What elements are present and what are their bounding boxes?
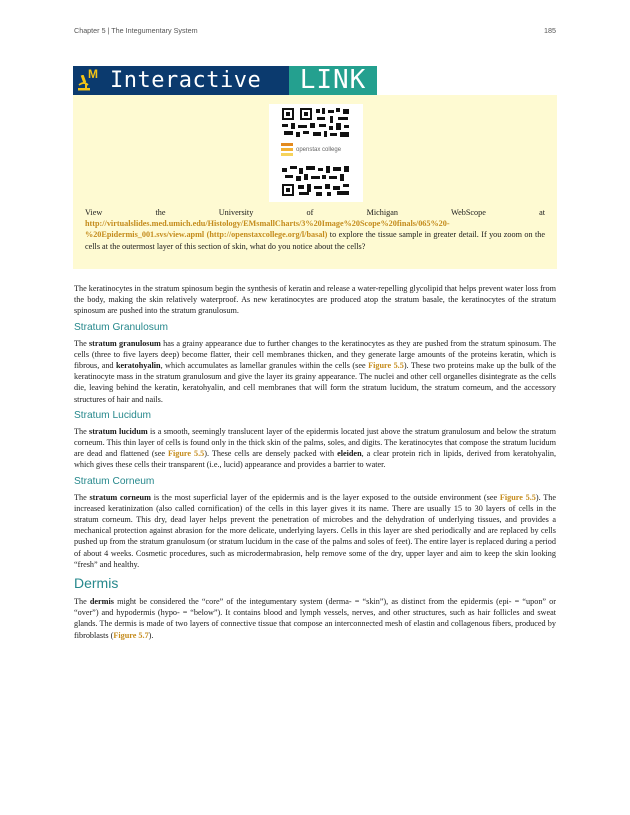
figure-5-7-link[interactable]: Figure 5.7	[113, 630, 149, 640]
webscope-question-text: to explore the tissue sample in greater detail. If you zoom on the cells at the outermost layer of this section of skin, what do you notice about the cells?	[85, 230, 546, 251]
figure-5-5-link[interactable]: Figure 5.5	[499, 492, 536, 502]
interactive-link-text	[85, 207, 545, 252]
term-dermis: dermis	[89, 597, 114, 607]
openstax-short-link[interactable]: (http://openstaxcollege.org/l/basal)	[206, 230, 328, 240]
banner-link-word: LINK	[289, 66, 377, 95]
main-body	[74, 283, 556, 646]
text-run: The	[74, 492, 90, 502]
heading-dermis: Dermis	[74, 575, 119, 592]
text-run: is the most superficial layer of the epidermis and is the layer exposed to the outside environment (see	[150, 492, 500, 502]
qr-code-top	[282, 108, 350, 138]
text-run: might be considered the “core” of the integumentary system (derma- = “skin”), as distinct from the epidermis (epi- = “upon” or “over”) and hypodermis (hypo- = “below”). It contains blood and lymph vessels, nerves, and other structures, such as hair follicles and sweat glands. The dermis is made of two layers of connective tissue that compose an interconnected mesh of elastin and collagenous fibers, produced by fibroblasts (	[74, 597, 556, 640]
banner-interactive-word: Interactive	[106, 66, 289, 95]
microscope-logo	[73, 66, 106, 95]
heading-stratum-granulosum: Stratum Granulosum	[74, 321, 168, 333]
text-run: is a smooth, seemingly translucent layer of the epidermis located just above the stratum granulosum and below the stratum corneum. This thin layer of cells is found only in the thick skin of the palms, soles, and digits. The keratinocytes that compose the stratum lucidum are dead and flattened (see	[74, 426, 556, 459]
text-run: ). These cells are densely packed with	[204, 449, 338, 459]
logo-letter: M	[88, 67, 98, 81]
granulosum-paragraph	[74, 338, 556, 405]
running-header	[74, 26, 556, 35]
text-run: The	[74, 597, 90, 607]
microscope-icon	[77, 75, 91, 91]
term-keratohyalin: keratohyalin	[115, 361, 161, 371]
figure-5-5-link[interactable]: Figure 5.5	[368, 361, 404, 371]
text-run: The	[74, 426, 90, 436]
heading-stratum-lucidum: Stratum Lucidum	[74, 409, 152, 421]
openstax-brand-text: openstax college	[296, 147, 342, 153]
interactive-link-box	[73, 95, 557, 269]
qr-code-card[interactable]	[269, 104, 363, 202]
text-run: , a clear protein rich in lipids, derived from keratohyalin, which gives these cells their transparent (i.e., lucid) appearance and provides a barrier to water.	[74, 449, 556, 470]
term-stratum-lucidum: stratum lucidum	[89, 426, 148, 436]
webscope-link[interactable]: http://virtualslides.med.umich.edu/Histology/EMsmallCharts/3%20Image%20Scope%20finals/065%20-%20Epidermis_001.svs/view.apml	[85, 219, 450, 240]
text-run: ). The increased keratinization (also called cornification) of the cells in this layer gives it its name. There are usually 15 to 30 layers of cells in the stratum corneum. This dry, dead layer helps prevent the penetration of microbes and the dehydration of underlying tissues, and provides a mechanical protection against abrasion for the more delicate, underlying layers. Cells in this layer are shed periodically and are replaced by cells pushed up from the stratum granulosum (or stratum lucidum in the case of the palms and soles of feet). The entire layer is replaced during a period of about 4 weeks. Cosmetic procedures, such as microdermabrasion, help remove some of the dry, upper layer and aim to keep the skin looking “fresh” and healthy.	[74, 492, 557, 569]
text-run: , which accumulates as lamellar granules within the cells (see	[160, 361, 369, 371]
interactive-link-banner	[73, 66, 377, 95]
text-run: ). These two proteins make up the bulk of the keratinocyte mass in the stratum granulosum and give the layer its grainy appearance. The nuclei and other cell organelles disintegrate as the cells die, leaving behind the keratin, keratohyalin, and cell membranes that will form the stratum lucidum, the stratum corneum, and the accessory structures of hair and nails.	[74, 361, 556, 404]
term-eleiden: eleiden	[337, 449, 362, 459]
page-number: 185	[544, 26, 556, 35]
chapter-title: Chapter 5 | The Integumentary System	[74, 26, 198, 35]
text-run: The	[74, 338, 89, 348]
term-stratum-granulosum: stratum granulosum	[89, 338, 161, 348]
heading-stratum-corneum: Stratum Corneum	[74, 475, 155, 487]
text-run: ).	[148, 630, 154, 640]
text-run: has a grainy appearance due to further changes to the keratinocytes as they are pushed from the stratum spinosum. The cells (three to five layers deep) become flatter, their cell membranes thicken, and they generate large amounts of the proteins keratin, which is fibrous, and	[74, 338, 556, 371]
openstax-logo-icon	[281, 143, 293, 157]
term-stratum-corneum: stratum corneum	[89, 492, 151, 502]
intro-paragraph: The keratinocytes in the stratum spinosum begin the synthesis of keratin and release a water-repelling glycolipid that helps prevent water loss from the body, making the skin relatively waterproof. As new keratinocytes are produced atop the stratum basale, the keratinocytes of the stratum spinosum are pushed into the stratum granulosum.	[74, 284, 556, 316]
openstax-brand	[277, 141, 355, 161]
webscope-intro-text: View the University of Michigan WebScope at	[85, 208, 545, 217]
figure-5-5-link[interactable]: Figure 5.5	[168, 449, 205, 459]
corneum-paragraph	[74, 492, 556, 570]
lucidum-paragraph	[74, 426, 556, 471]
qr-code-bottom	[282, 166, 350, 196]
dermis-paragraph	[74, 596, 556, 641]
